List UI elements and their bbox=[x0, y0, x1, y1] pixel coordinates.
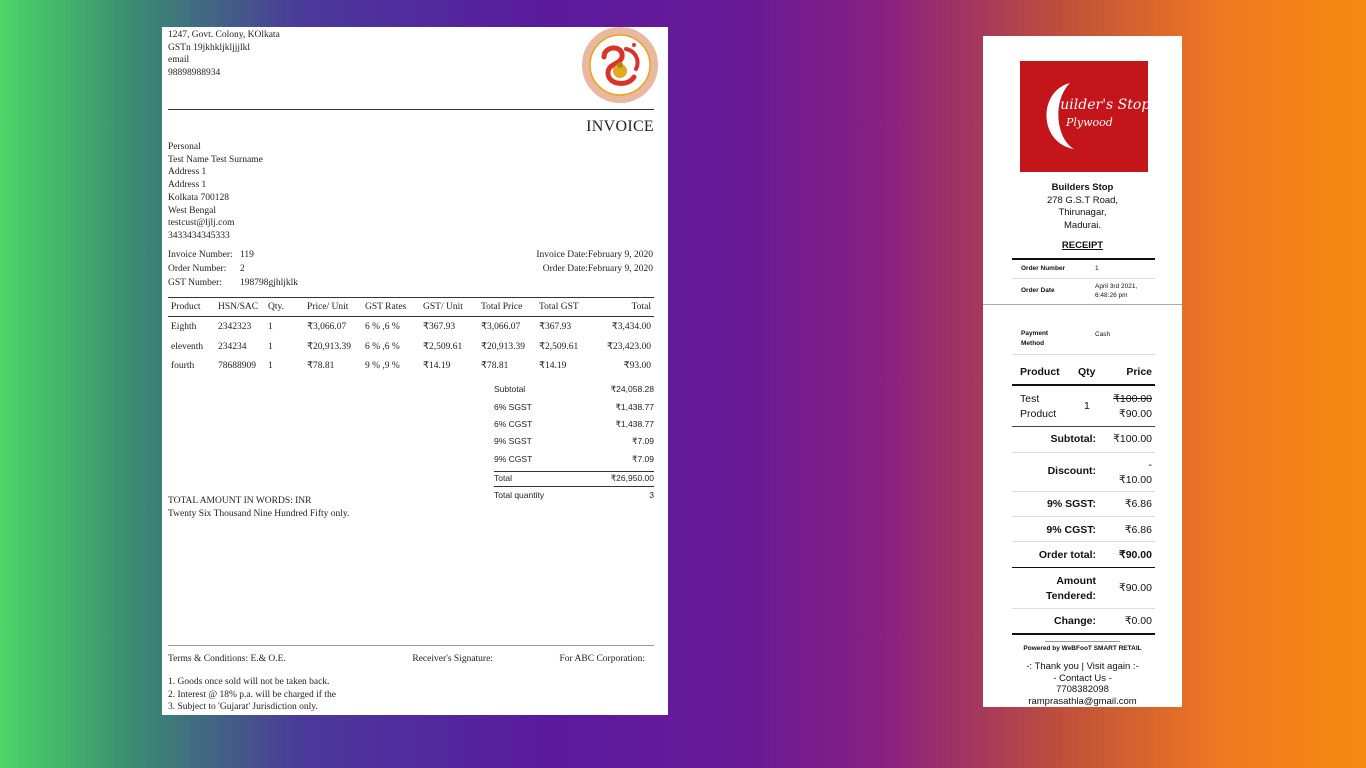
order-time-line: 6:48:26 pm bbox=[1095, 292, 1128, 299]
order-date bbox=[1095, 282, 1137, 300]
cell: 9 % ,9 % bbox=[365, 361, 400, 372]
order-number: 1 bbox=[1095, 265, 1099, 272]
table-row bbox=[168, 337, 654, 356]
col-header: GST Rates bbox=[362, 298, 420, 317]
divider bbox=[1012, 541, 1155, 542]
cell: ₹20,913.39 bbox=[307, 341, 352, 352]
item-old-price: ₹100.00 bbox=[1113, 393, 1152, 405]
customer-line: Address 1 bbox=[168, 167, 207, 178]
store-address-line: Madurai. bbox=[1064, 219, 1101, 231]
customer-line: Address 1 bbox=[168, 180, 207, 191]
term-item: 3. Subject to 'Gujarat' Jurisdiction only. bbox=[168, 702, 318, 713]
amount-words-label: TOTAL AMOUNT IN WORDS: INR bbox=[168, 496, 312, 506]
cell: ₹14.19 bbox=[539, 361, 567, 372]
cell: ₹367.93 bbox=[539, 322, 572, 333]
order-number-label: Order Number bbox=[1021, 265, 1066, 272]
cell: ₹93.00 bbox=[623, 361, 651, 372]
total-label: Subtotal bbox=[494, 384, 526, 395]
powered-by: Powered by WeBFooT SMART RETAIL bbox=[1023, 645, 1142, 652]
total-label: 9% CGST bbox=[494, 453, 533, 464]
divider bbox=[1045, 641, 1120, 642]
store-address-line: Thirunagar, bbox=[1058, 207, 1107, 218]
cell: ₹3,434.00 bbox=[611, 322, 651, 333]
change-value: ₹0.00 bbox=[1124, 615, 1152, 627]
order-date-label: Order Date bbox=[1021, 287, 1055, 294]
customer-line: West Bengal bbox=[168, 205, 217, 216]
subtotal-value: ₹100.00 bbox=[1113, 433, 1152, 445]
total-value: ₹24,058.28 bbox=[610, 384, 654, 395]
divider bbox=[1012, 516, 1155, 517]
payment-label-line: Method bbox=[1021, 340, 1045, 347]
cell: ₹78.81 bbox=[307, 361, 335, 372]
cell: ₹23,423.00 bbox=[606, 341, 651, 352]
col-header: Qty. bbox=[265, 298, 304, 317]
customer-line: testcust@ljlj.com bbox=[168, 218, 235, 229]
line-items-table bbox=[168, 297, 654, 375]
cell: 234234 bbox=[218, 341, 247, 352]
table-header-row bbox=[168, 298, 654, 317]
grand-total-value: ₹26,950.00 bbox=[610, 473, 654, 484]
divider bbox=[1012, 491, 1155, 492]
col-header: GST/ Unit bbox=[420, 298, 478, 317]
company-gstn: GSTn 19jkhkljkljjjlkl bbox=[168, 42, 251, 53]
cgst-label: 9% CGST: bbox=[1046, 524, 1096, 536]
cell: ₹3,066.07 bbox=[307, 322, 347, 333]
receiver-signature-label: Receiver's Signature: bbox=[412, 654, 493, 664]
tendered-label-line: Tendered: bbox=[1046, 590, 1096, 602]
cell: Eighth bbox=[171, 322, 197, 333]
for-company-label: For ABC Corporation: bbox=[559, 654, 645, 664]
thank-you-text: -: Thank you | Visit again :- bbox=[1026, 661, 1139, 672]
terms-list bbox=[168, 676, 336, 714]
cell: ₹78.81 bbox=[481, 361, 509, 372]
receipt-footer bbox=[983, 661, 1182, 707]
term-item: 1. Goods once sold will not be taken back. bbox=[168, 677, 330, 687]
customer-line: Personal bbox=[168, 142, 201, 152]
store-name: Builders Stop bbox=[1051, 182, 1114, 193]
company-seal-logo bbox=[582, 27, 658, 103]
company-phone: 98898988934 bbox=[168, 68, 221, 79]
logo-text-sub: Plywood bbox=[1066, 116, 1113, 129]
order-total-value: ₹90.00 bbox=[1119, 549, 1152, 561]
cell: ₹14.19 bbox=[423, 361, 451, 372]
col-header: Total Price bbox=[478, 298, 536, 317]
invoice-meta-right bbox=[536, 249, 653, 277]
item-name-line: Product bbox=[1020, 408, 1057, 420]
discount-value bbox=[1119, 458, 1152, 488]
gst-number-label: GST Number: bbox=[168, 278, 222, 288]
contact-label: - Contact Us - bbox=[1053, 672, 1112, 684]
discount-amount: ₹10.00 bbox=[1119, 474, 1152, 486]
item-price: ₹90.00 bbox=[1119, 408, 1152, 420]
payment-label-line: Payment bbox=[1021, 330, 1049, 337]
section-separator bbox=[983, 304, 1182, 305]
order-number: 2 bbox=[240, 264, 245, 274]
invoice-meta-left bbox=[168, 249, 298, 291]
discount-sign: - bbox=[1148, 459, 1152, 471]
col-header: HSN/SAC bbox=[215, 298, 265, 317]
store-address-line: 278 G.S.T Road, bbox=[1046, 194, 1119, 206]
divider bbox=[1012, 384, 1155, 386]
payment-method-label bbox=[1021, 329, 1048, 349]
cell: ₹2,509.61 bbox=[423, 341, 463, 352]
order-number-label: Order Number: bbox=[168, 264, 227, 274]
divider bbox=[1012, 452, 1155, 453]
subtotal-label: Subtotal: bbox=[1050, 433, 1096, 445]
cell: ₹3,066.07 bbox=[481, 322, 521, 333]
cell: ₹20,913.39 bbox=[481, 341, 526, 352]
invoice-number: 119 bbox=[240, 250, 254, 260]
customer-info bbox=[168, 141, 263, 243]
product-header: Product bbox=[1020, 366, 1060, 378]
total-value: ₹1,438.77 bbox=[615, 418, 654, 429]
tendered-value: ₹90.00 bbox=[1119, 582, 1152, 594]
company-address: 1247, Govt. Colony, KOlkata bbox=[168, 30, 280, 40]
cgst-value: ₹6.86 bbox=[1124, 524, 1152, 536]
cell: 1 bbox=[268, 322, 273, 333]
item-name-line: Test bbox=[1020, 393, 1040, 405]
col-header: Total GST bbox=[536, 298, 594, 317]
divider bbox=[1012, 608, 1155, 609]
term-item: 2. Interest @ 18% p.a. will be charged if the bbox=[168, 689, 336, 700]
header-divider bbox=[168, 109, 654, 110]
invoice-document bbox=[162, 27, 668, 715]
sgst-label: 9% SGST: bbox=[1046, 498, 1096, 510]
discount-label: Discount: bbox=[1047, 465, 1096, 477]
customer-line: Kolkata 700128 bbox=[168, 192, 229, 203]
receipt-title: RECEIPT bbox=[1061, 240, 1104, 251]
divider bbox=[1012, 567, 1155, 568]
sgst-value: ₹6.86 bbox=[1124, 498, 1152, 510]
receipt-document bbox=[983, 36, 1182, 707]
table-row bbox=[168, 317, 654, 337]
col-header: Price/ Unit bbox=[304, 298, 362, 317]
invoice-date-label: Invoice Date: bbox=[536, 250, 588, 260]
invoice-number-label: Invoice Number: bbox=[168, 250, 233, 260]
item-name bbox=[1020, 392, 1056, 422]
customer-line: 3433434345333 bbox=[168, 230, 230, 241]
order-date: February 9, 2020 bbox=[587, 264, 653, 274]
cell: 1 bbox=[268, 361, 273, 372]
divider bbox=[1012, 426, 1155, 427]
total-label: 6% CGST bbox=[494, 418, 533, 429]
footer-divider bbox=[168, 645, 654, 646]
price-header: Price bbox=[1126, 366, 1152, 378]
amount-in-words bbox=[168, 495, 349, 521]
col-header: Total bbox=[594, 298, 654, 317]
cell: 6 % ,6 % bbox=[365, 341, 400, 352]
total-label: 9% SGST bbox=[494, 436, 532, 447]
divider bbox=[1012, 354, 1155, 355]
change-label: Change: bbox=[1054, 615, 1096, 627]
invoice-date: February 9, 2020 bbox=[587, 250, 653, 260]
cell: fourth bbox=[171, 361, 195, 372]
cell: 78688909 bbox=[218, 361, 256, 372]
cell: ₹2,509.61 bbox=[539, 341, 579, 352]
cell: 1 bbox=[268, 341, 273, 352]
item-qty: 1 bbox=[1084, 400, 1090, 412]
order-total-label: Order total: bbox=[1038, 549, 1096, 561]
invoice-footer bbox=[168, 653, 654, 665]
gst-number: 198798gjhljklk bbox=[240, 278, 299, 288]
divider bbox=[1012, 258, 1155, 260]
total-value: ₹1,438.77 bbox=[615, 401, 654, 412]
totals-summary bbox=[494, 381, 654, 504]
terms-label: Terms & Conditions: E.& O.E. bbox=[168, 654, 286, 664]
company-email: email bbox=[168, 55, 190, 66]
company-info bbox=[168, 29, 280, 80]
total-quantity-value: 3 bbox=[649, 489, 654, 500]
total-value: ₹7.09 bbox=[632, 453, 654, 464]
total-value: ₹7.09 bbox=[632, 436, 654, 447]
col-header: Product bbox=[168, 298, 215, 317]
cell: 6 % ,6 % bbox=[365, 322, 400, 333]
cell: eleventh bbox=[171, 341, 204, 352]
order-date-line: April 3rd 2021, bbox=[1095, 283, 1138, 290]
store-info bbox=[983, 182, 1182, 232]
divider bbox=[1012, 633, 1155, 635]
cell: 2342323 bbox=[218, 322, 252, 333]
divider bbox=[1012, 278, 1155, 279]
contact-email: ramprasathla@gmail.com bbox=[1028, 696, 1137, 707]
qty-header: Qty bbox=[1078, 366, 1096, 378]
payment-method: Cash bbox=[1095, 331, 1111, 338]
tendered-label bbox=[1046, 574, 1096, 604]
table-row bbox=[168, 356, 654, 375]
order-date-label: Order Date: bbox=[542, 264, 588, 274]
customer-line: Test Name Test Surname bbox=[168, 154, 263, 165]
invoice-title: INVOICE bbox=[586, 118, 654, 135]
total-quantity-label: Total quantity bbox=[494, 489, 545, 500]
amount-words: Twenty Six Thousand Nine Hundred Fifty only. bbox=[168, 509, 350, 519]
logo-text-main: Builder's Stop bbox=[1050, 97, 1151, 113]
contact-phone: 7708382098 bbox=[1056, 684, 1109, 696]
total-label: 6% SGST bbox=[494, 401, 532, 412]
cell: ₹367.93 bbox=[423, 322, 456, 333]
grand-total-label: Total bbox=[494, 473, 512, 484]
store-logo bbox=[1020, 61, 1151, 172]
tendered-label-line: Amount bbox=[1056, 575, 1096, 587]
